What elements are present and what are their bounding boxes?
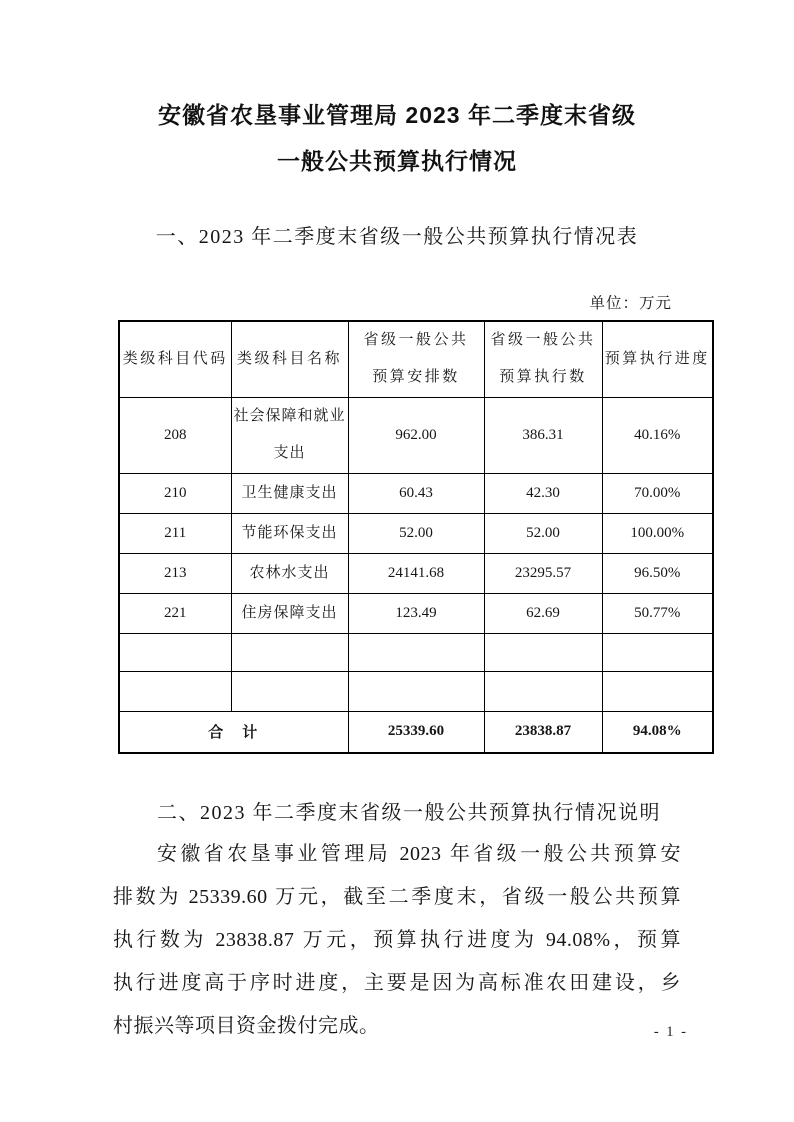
header-text: 预算安排数	[372, 369, 460, 386]
paragraph-line: 执行数为 23838.87 万元，预算执行进度为 94.08%，预算	[113, 929, 681, 951]
section1-heading: 一、2023 年二季度末省级一般公共预算执行情况表	[155, 226, 639, 248]
table-row-221	[119, 593, 713, 633]
cell-progress	[602, 633, 713, 671]
table-row-213	[119, 553, 713, 593]
cell-name	[231, 671, 348, 711]
table-header-row	[119, 321, 713, 397]
title-line-2: 一般公共预算执行情况	[277, 148, 517, 174]
header-budget-arranged	[348, 321, 484, 397]
cell-name: 节能环保支出	[231, 513, 348, 553]
cell-name: 社会保障和就业支出	[231, 397, 348, 473]
header-budget-executed	[484, 321, 602, 397]
paragraph-line: 安徽省农垦事业管理局 2023 年省级一般公共预算安	[157, 843, 681, 865]
cell-budget-arranged	[348, 633, 484, 671]
page-number: - 1 -	[653, 1024, 688, 1040]
table-area	[118, 293, 712, 754]
header-subject-name	[231, 321, 348, 397]
table-row-208	[119, 397, 713, 473]
header-subject-code	[119, 321, 231, 397]
section2-heading: 二、2023 年二季度末省级一般公共预算执行情况说明	[157, 802, 661, 824]
cell-budget-executed: 62.69	[484, 593, 602, 633]
paragraph-line: 村振兴等项目资金拨付完成。	[113, 1015, 380, 1037]
cell-budget-executed	[484, 633, 602, 671]
cell-code: 211	[119, 513, 231, 553]
cell-progress: 100.00%	[602, 513, 713, 553]
cell-budget-arranged: 60.43	[348, 473, 484, 513]
header-progress	[602, 321, 713, 397]
total-budget-arranged: 25339.60	[348, 711, 484, 753]
cell-budget-arranged	[348, 671, 484, 711]
cell-progress: 70.00%	[602, 473, 713, 513]
table-row-210	[119, 473, 713, 513]
table-row-empty-1	[119, 633, 713, 671]
cell-budget-executed: 23295.57	[484, 553, 602, 593]
header-text: 省级一般公共	[363, 332, 469, 349]
cell-budget-executed: 42.30	[484, 473, 602, 513]
cell-budget-executed	[484, 671, 602, 711]
cell-budget-arranged: 962.00	[348, 397, 484, 473]
cell-progress: 50.77%	[602, 593, 713, 633]
cell-budget-executed: 386.31	[484, 397, 602, 473]
document-title	[0, 0, 794, 184]
cell-code	[119, 633, 231, 671]
cell-progress: 40.16%	[602, 397, 713, 473]
cell-budget-arranged: 24141.68	[348, 553, 484, 593]
table-row-empty-2	[119, 671, 713, 711]
budget-table	[118, 320, 714, 754]
header-text: 类级科目代码	[122, 350, 228, 367]
cell-name: 住房保障支出	[231, 593, 348, 633]
cell-code: 210	[119, 473, 231, 513]
cell-progress	[602, 671, 713, 711]
cell-code: 213	[119, 553, 231, 593]
table-row-211	[119, 513, 713, 553]
cell-name	[231, 633, 348, 671]
paragraph-line: 排数为 25339.60 万元，截至二季度末，省级一般公共预算	[113, 886, 681, 908]
table-total-row	[119, 711, 713, 753]
cell-code: 221	[119, 593, 231, 633]
total-budget-executed: 23838.87	[484, 711, 602, 753]
cell-code: 208	[119, 397, 231, 473]
cell-budget-arranged: 52.00	[348, 513, 484, 553]
body-paragraph	[113, 833, 681, 1048]
cell-budget-executed: 52.00	[484, 513, 602, 553]
title-line-1: 安徽省农垦事业管理局 2023 年二季度末省级	[158, 102, 636, 128]
total-progress: 94.08%	[602, 711, 713, 753]
cell-budget-arranged: 123.49	[348, 593, 484, 633]
header-text: 预算执行数	[499, 369, 587, 386]
cell-progress: 96.50%	[602, 553, 713, 593]
header-text: 省级一般公共	[490, 332, 596, 349]
header-text: 预算执行进度	[604, 350, 710, 367]
cell-name: 卫生健康支出	[231, 473, 348, 513]
paragraph-line: 执行进度高于序时进度，主要是因为高标准农田建设，乡	[113, 972, 681, 994]
unit-label: 单位：万元	[589, 295, 672, 312]
total-label: 合 计	[119, 711, 348, 753]
cell-code	[119, 671, 231, 711]
cell-name: 农林水支出	[231, 553, 348, 593]
header-text: 类级科目名称	[236, 350, 342, 367]
